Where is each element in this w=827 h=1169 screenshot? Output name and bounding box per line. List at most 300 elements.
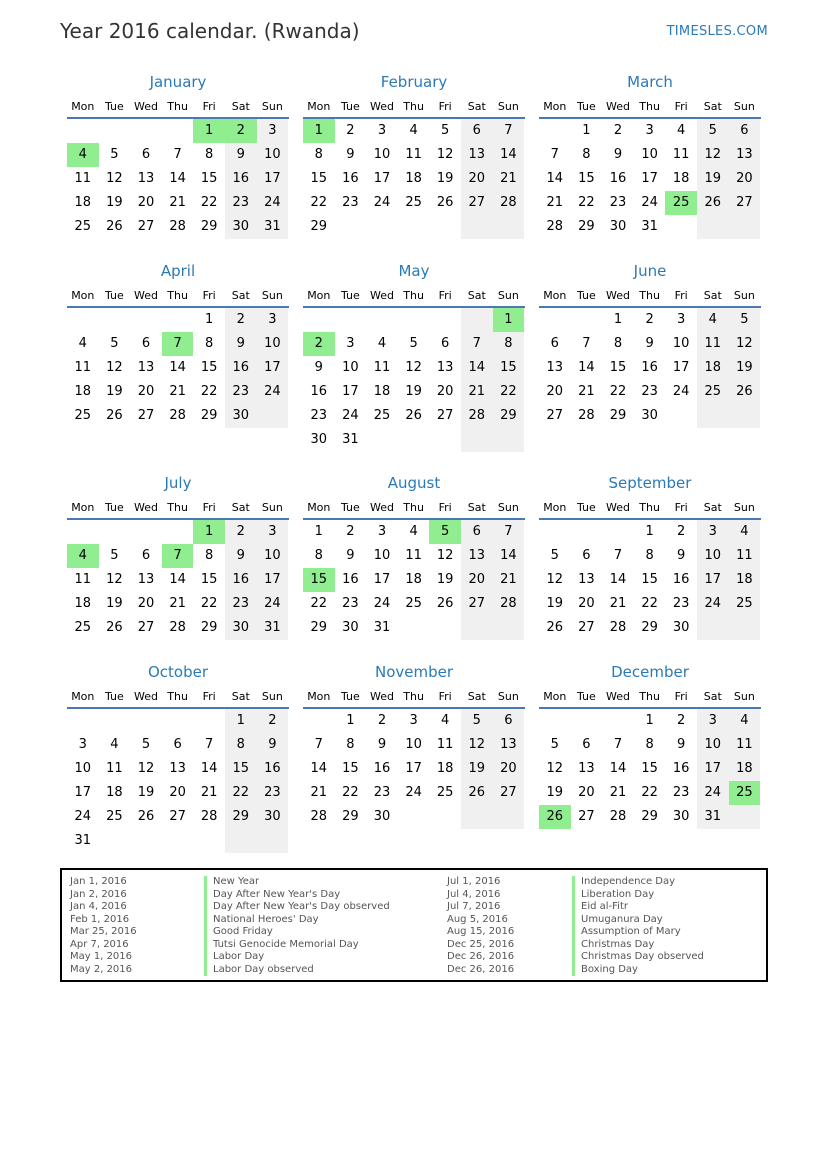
- month-title: December: [611, 663, 689, 681]
- day-cell: 29: [232, 809, 250, 824]
- day-cell: 23: [609, 195, 627, 210]
- day-cell: 17: [74, 785, 92, 800]
- day-cell: 28: [169, 219, 186, 234]
- day-cell: 3: [708, 524, 717, 539]
- day-cell: 20: [169, 785, 186, 800]
- day-cell: 23: [232, 596, 250, 611]
- legend-date: Aug 15, 2016: [447, 926, 515, 937]
- day-cell: 2: [645, 312, 654, 327]
- day-cell: 9: [268, 737, 277, 752]
- day-cell: 29: [641, 620, 658, 635]
- day-cell: 18: [736, 572, 753, 587]
- day-cell: 1: [645, 524, 654, 539]
- holiday-day: 15: [303, 568, 335, 592]
- day-cell: 24: [641, 195, 658, 210]
- day-cell: 27: [500, 785, 517, 800]
- day-cell: 20: [468, 171, 486, 186]
- weekday-fri: Fri: [438, 690, 452, 703]
- day-cell: 21: [169, 384, 186, 399]
- day-cell: 6: [504, 713, 513, 728]
- legend-holiday-name: Liberation Day: [572, 889, 654, 902]
- weekday-mon: Mon: [543, 690, 567, 703]
- weekday-thu: Thu: [167, 100, 188, 113]
- day-cell: 8: [582, 147, 591, 162]
- day-cell: 21: [500, 171, 517, 186]
- day-cell: 1: [613, 312, 623, 327]
- day-cell: 18: [74, 384, 92, 399]
- day-cell: 26: [405, 408, 422, 423]
- day-cell: 15: [232, 761, 250, 776]
- holiday-day: 2: [303, 332, 335, 356]
- legend-holiday-name: Umuganura Day: [572, 914, 663, 927]
- day-cell: 4: [740, 524, 749, 539]
- day-cell: 16: [232, 360, 250, 375]
- weekday-sat: Sat: [231, 690, 250, 703]
- day-cell: 18: [373, 384, 391, 399]
- day-cell: 3: [409, 713, 418, 728]
- weekday-mon: Mon: [543, 501, 567, 514]
- weekday-mon: Mon: [71, 100, 95, 113]
- weekday-mon: Mon: [307, 501, 331, 514]
- weekday-mon: Mon: [307, 100, 331, 113]
- day-cell: 18: [704, 360, 722, 375]
- day-cell: 18: [405, 171, 422, 186]
- month-title: October: [147, 663, 209, 681]
- legend-date: Jul 7, 2016: [447, 901, 501, 912]
- day-cell: 14: [310, 761, 328, 776]
- legend-date: May 1, 2016: [70, 951, 133, 962]
- day-cell: 8: [645, 737, 654, 752]
- day-cell: 13: [436, 360, 454, 375]
- day-cell: 17: [342, 384, 359, 399]
- legend-date: Jul 4, 2016: [447, 888, 501, 900]
- day-cell: 28: [310, 809, 328, 824]
- day-cell: 3: [377, 524, 387, 539]
- day-cell: 12: [468, 737, 486, 752]
- legend-holiday-name: Good Friday: [204, 926, 273, 939]
- day-cell: 14: [200, 761, 218, 776]
- day-cell: 13: [578, 761, 595, 776]
- day-cell: 15: [641, 572, 658, 587]
- day-cell: 8: [504, 336, 513, 351]
- day-cell: 6: [472, 524, 481, 539]
- day-cell: 29: [500, 408, 517, 423]
- month-title: May: [398, 262, 430, 280]
- legend-holiday-name: Labor Day: [204, 951, 264, 964]
- weekday-fri: Fri: [674, 289, 688, 302]
- holiday-day: 1: [493, 308, 525, 332]
- day-cell: 29: [578, 219, 595, 234]
- day-cell: 9: [236, 548, 245, 563]
- day-cell: 21: [169, 596, 186, 611]
- day-cell: 25: [74, 219, 92, 234]
- day-cell: 18: [736, 761, 753, 776]
- day-cell: 15: [500, 360, 517, 375]
- day-cell: 31: [641, 219, 658, 234]
- holiday-day: 7: [162, 332, 194, 356]
- weekday-fri: Fri: [438, 501, 452, 514]
- day-cell: 10: [74, 761, 92, 776]
- day-cell: 11: [405, 147, 422, 162]
- day-cell: 15: [342, 761, 359, 776]
- day-cell: 9: [346, 147, 355, 162]
- day-cell: 2: [236, 524, 245, 539]
- day-cell: 5: [110, 147, 119, 162]
- day-cell: 27: [137, 219, 155, 234]
- day-cell: 1: [582, 123, 591, 138]
- day-cell: 14: [169, 171, 186, 186]
- site-link[interactable]: TIMESLES.COM: [666, 24, 768, 39]
- day-cell: 12: [106, 171, 123, 186]
- day-cell: 5: [740, 312, 749, 327]
- day-cell: 14: [169, 572, 186, 587]
- day-cell: 10: [672, 336, 690, 351]
- legend-holiday-name: Assumption of Mary: [572, 926, 681, 939]
- weekday-thu: Thu: [403, 690, 424, 703]
- legend-holiday-name: Christmas Day: [572, 939, 654, 952]
- day-cell: 29: [609, 408, 627, 423]
- day-cell: 13: [468, 147, 486, 162]
- day-cell: 14: [578, 360, 595, 375]
- day-cell: 25: [106, 809, 123, 824]
- weekday-fri: Fri: [674, 100, 688, 113]
- weekday-sat: Sat: [703, 690, 722, 703]
- day-cell: 30: [672, 809, 690, 824]
- weekday-sat: Sat: [467, 501, 486, 514]
- day-cell: 12: [736, 336, 753, 351]
- day-cell: 11: [736, 548, 753, 563]
- day-cell: 31: [373, 620, 391, 635]
- weekday-thu: Thu: [639, 289, 660, 302]
- day-cell: 8: [314, 548, 323, 563]
- holiday-day: 2: [225, 119, 257, 143]
- day-cell: 18: [106, 785, 123, 800]
- day-cell: 29: [342, 809, 359, 824]
- holiday-day: 1: [193, 520, 225, 544]
- day-cell: 20: [578, 785, 595, 800]
- weekday-tue: Tue: [104, 501, 124, 514]
- day-cell: 16: [672, 761, 690, 776]
- holiday-day: 1: [303, 119, 335, 143]
- weekday-thu: Thu: [403, 501, 424, 514]
- day-cell: 20: [468, 572, 486, 587]
- day-cell: 10: [342, 360, 359, 375]
- day-cell: 2: [677, 713, 686, 728]
- day-cell: 19: [106, 596, 123, 611]
- day-cell: 8: [613, 336, 623, 351]
- day-cell: 23: [373, 785, 391, 800]
- holiday-day: 25: [729, 781, 761, 805]
- weekday-tue: Tue: [104, 690, 124, 703]
- day-cell: 22: [641, 785, 658, 800]
- weekday-mon: Mon: [307, 690, 331, 703]
- day-cell: 20: [500, 761, 517, 776]
- weekday-sun: Sun: [497, 289, 519, 302]
- day-cell: 5: [550, 737, 559, 752]
- day-cell: 25: [74, 408, 92, 423]
- legend-date: Jan 1, 2016: [70, 876, 127, 887]
- weekday-tue: Tue: [340, 289, 360, 302]
- day-cell: 10: [704, 548, 722, 563]
- weekday-sun: Sun: [497, 501, 519, 514]
- day-cell: 8: [205, 548, 214, 563]
- day-cell: 20: [137, 596, 155, 611]
- weekday-fri: Fri: [202, 690, 216, 703]
- weekday-tue: Tue: [576, 690, 596, 703]
- day-cell: 29: [641, 809, 658, 824]
- weekday-fri: Fri: [674, 690, 688, 703]
- day-cell: 17: [405, 761, 422, 776]
- day-cell: 22: [609, 384, 627, 399]
- day-cell: 28: [500, 596, 517, 611]
- day-cell: 27: [578, 620, 595, 635]
- weekday-sun: Sun: [733, 501, 755, 514]
- day-cell: 29: [200, 408, 218, 423]
- day-cell: 17: [641, 171, 658, 186]
- holiday-day: 7: [162, 544, 194, 568]
- day-cell: 12: [137, 761, 155, 776]
- weekday-sat: Sat: [703, 100, 722, 113]
- day-cell: 26: [736, 384, 753, 399]
- weekday-thu: Thu: [403, 289, 424, 302]
- day-cell: 27: [137, 408, 155, 423]
- legend-date: Dec 26, 2016: [447, 963, 515, 975]
- weekday-thu: Thu: [167, 289, 188, 302]
- day-cell: 30: [373, 809, 391, 824]
- day-cell: 12: [106, 360, 123, 375]
- day-cell: 19: [736, 360, 753, 375]
- day-cell: 29: [200, 620, 218, 635]
- day-cell: 12: [546, 761, 564, 776]
- day-cell: 25: [405, 596, 422, 611]
- weekday-fri: Fri: [202, 100, 216, 113]
- day-cell: 29: [200, 219, 218, 234]
- day-cell: 27: [546, 408, 564, 423]
- legend-holiday-name: Eid al-Fitr: [572, 901, 628, 914]
- day-cell: 9: [645, 336, 654, 351]
- weekday-fri: Fri: [674, 501, 688, 514]
- day-cell: 14: [546, 171, 564, 186]
- weekday-sat: Sat: [231, 289, 250, 302]
- day-cell: 20: [436, 384, 454, 399]
- day-cell: 17: [704, 761, 722, 776]
- day-cell: 9: [346, 548, 355, 563]
- day-cell: 19: [546, 785, 564, 800]
- legend-date: Dec 26, 2016: [447, 951, 515, 962]
- day-cell: 8: [314, 147, 323, 162]
- day-cell: 21: [578, 384, 595, 399]
- day-cell: 7: [550, 147, 559, 162]
- day-cell: 26: [106, 219, 123, 234]
- weekday-sun: Sun: [261, 100, 283, 113]
- day-cell: 3: [78, 737, 87, 752]
- day-cell: 7: [504, 524, 513, 539]
- day-cell: 26: [106, 408, 123, 423]
- day-cell: 5: [550, 548, 559, 563]
- day-cell: 4: [377, 336, 387, 351]
- day-cell: 15: [310, 171, 328, 186]
- day-cell: 27: [169, 809, 186, 824]
- weekday-mon: Mon: [307, 289, 331, 302]
- day-cell: 19: [405, 384, 422, 399]
- day-cell: 6: [582, 548, 591, 563]
- day-cell: 2: [613, 123, 623, 138]
- day-cell: 27: [468, 195, 486, 210]
- day-cell: 13: [169, 761, 186, 776]
- day-cell: 7: [613, 737, 623, 752]
- day-cell: 22: [232, 785, 250, 800]
- legend-date: Jan 4, 2016: [70, 901, 127, 912]
- weekday-tue: Tue: [576, 501, 596, 514]
- weekday-wed: Wed: [133, 690, 158, 703]
- day-cell: 24: [704, 785, 722, 800]
- day-cell: 14: [169, 360, 186, 375]
- weekday-wed: Wed: [605, 100, 630, 113]
- weekday-fri: Fri: [202, 501, 216, 514]
- weekday-sat: Sat: [467, 289, 486, 302]
- holiday-day: 4: [67, 143, 99, 167]
- day-cell: 13: [137, 171, 155, 186]
- weekday-wed: Wed: [605, 289, 630, 302]
- weekday-sat: Sat: [467, 690, 486, 703]
- day-cell: 13: [578, 572, 595, 587]
- weekday-wed: Wed: [369, 690, 394, 703]
- month-title: March: [627, 73, 673, 91]
- day-cell: 16: [232, 171, 250, 186]
- weekday-sun: Sun: [261, 289, 283, 302]
- weekday-sat: Sat: [703, 501, 722, 514]
- day-cell: 16: [373, 761, 391, 776]
- holiday-legend: [60, 868, 768, 982]
- weekday-fri: Fri: [438, 100, 452, 113]
- day-cell: 13: [137, 360, 155, 375]
- day-cell: 27: [736, 195, 753, 210]
- day-cell: 13: [736, 147, 753, 162]
- day-cell: 16: [342, 572, 359, 587]
- day-cell: 10: [641, 147, 658, 162]
- day-cell: 1: [314, 524, 323, 539]
- day-cell: 21: [609, 785, 627, 800]
- day-cell: 2: [346, 123, 355, 138]
- day-cell: 7: [613, 548, 623, 563]
- day-cell: 24: [373, 596, 391, 611]
- month-title: November: [374, 663, 454, 681]
- day-cell: 13: [468, 548, 486, 563]
- weekday-tue: Tue: [576, 289, 596, 302]
- legend-holiday-name: National Heroes' Day: [204, 914, 319, 927]
- weekday-thu: Thu: [167, 501, 188, 514]
- day-cell: 31: [264, 219, 281, 234]
- day-cell: 19: [436, 171, 454, 186]
- day-cell: 15: [200, 360, 218, 375]
- month-title: July: [164, 474, 192, 492]
- day-cell: 6: [141, 548, 151, 563]
- weekday-sun: Sun: [261, 690, 283, 703]
- day-cell: 10: [405, 737, 422, 752]
- day-cell: 29: [310, 620, 328, 635]
- day-cell: 4: [677, 123, 686, 138]
- day-cell: 31: [342, 432, 359, 447]
- day-cell: 19: [137, 785, 155, 800]
- weekday-wed: Wed: [369, 501, 394, 514]
- day-cell: 20: [137, 195, 155, 210]
- day-cell: 25: [373, 408, 391, 423]
- day-cell: 21: [169, 195, 186, 210]
- day-cell: 28: [578, 408, 595, 423]
- holiday-day: 1: [193, 119, 225, 143]
- weekday-sat: Sat: [231, 501, 250, 514]
- weekday-wed: Wed: [133, 100, 158, 113]
- day-cell: 27: [578, 809, 595, 824]
- day-cell: 23: [641, 384, 658, 399]
- weekday-sat: Sat: [467, 100, 486, 113]
- weekday-tue: Tue: [104, 289, 124, 302]
- day-cell: 17: [373, 572, 391, 587]
- day-cell: 17: [672, 360, 690, 375]
- legend-holiday-name: Boxing Day: [572, 964, 638, 977]
- weekday-sat: Sat: [231, 100, 250, 113]
- day-cell: 17: [264, 572, 281, 587]
- day-cell: 7: [314, 737, 323, 752]
- legend-holiday-name: Christmas Day observed: [572, 951, 704, 964]
- day-cell: 2: [677, 524, 686, 539]
- day-cell: 19: [106, 195, 123, 210]
- day-cell: 3: [645, 123, 654, 138]
- weekday-sun: Sun: [261, 501, 283, 514]
- weekday-fri: Fri: [438, 289, 452, 302]
- day-cell: 20: [578, 596, 595, 611]
- day-cell: 15: [641, 761, 658, 776]
- weekday-wed: Wed: [605, 690, 630, 703]
- day-cell: 17: [373, 171, 391, 186]
- legend-holiday-name: Day After New Year's Day: [204, 889, 340, 902]
- month-title: September: [608, 474, 692, 492]
- day-cell: 21: [200, 785, 218, 800]
- day-cell: 29: [310, 219, 328, 234]
- day-cell: 21: [500, 572, 517, 587]
- day-cell: 15: [609, 360, 627, 375]
- day-cell: 1: [236, 713, 245, 728]
- day-cell: 28: [609, 620, 627, 635]
- day-cell: 30: [641, 408, 658, 423]
- day-cell: 16: [609, 171, 627, 186]
- month-title: January: [149, 73, 207, 91]
- day-cell: 31: [704, 809, 722, 824]
- day-cell: 8: [346, 737, 355, 752]
- legend-holiday-name: New Year: [204, 876, 259, 889]
- day-cell: 22: [342, 785, 359, 800]
- day-cell: 25: [405, 195, 422, 210]
- holiday-day: 5: [429, 520, 461, 544]
- legend-date: May 2, 2016: [70, 963, 133, 975]
- day-cell: 28: [546, 219, 564, 234]
- day-cell: 24: [264, 596, 281, 611]
- day-cell: 28: [169, 620, 186, 635]
- weekday-fri: Fri: [202, 289, 216, 302]
- day-cell: 25: [736, 596, 753, 611]
- day-cell: 20: [736, 171, 753, 186]
- day-cell: 22: [200, 195, 218, 210]
- legend-date: Mar 25, 2016: [70, 926, 137, 937]
- legend-date: Feb 1, 2016: [70, 913, 130, 925]
- day-cell: 3: [708, 713, 717, 728]
- weekday-mon: Mon: [71, 289, 95, 302]
- weekday-wed: Wed: [369, 289, 394, 302]
- day-cell: 6: [740, 123, 749, 138]
- day-cell: 12: [436, 548, 454, 563]
- day-cell: 22: [310, 596, 328, 611]
- weekday-thu: Thu: [639, 100, 660, 113]
